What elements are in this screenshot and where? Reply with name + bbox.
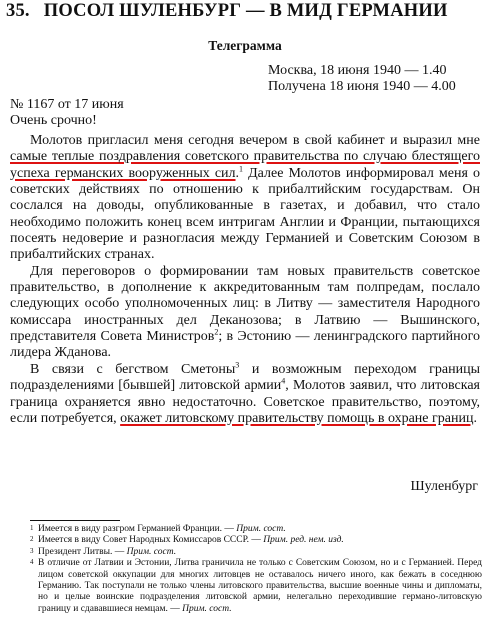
sent-line: Москва, 18 июня 1940 — 1.40 <box>268 63 447 78</box>
footnote-text <box>38 524 482 535</box>
footnote-body: Президент Литвы. — <box>38 546 127 557</box>
footnote-ref: 1 <box>239 164 244 174</box>
text-span: ; в Эстонию — ленинградского партийного лидера Жданова. <box>10 329 480 361</box>
dispatch-info <box>268 63 456 95</box>
paragraph <box>10 264 480 362</box>
document-type: Телеграмма <box>208 38 282 53</box>
text-span: . <box>473 410 477 426</box>
urgency-note: Очень срочно! <box>10 113 97 128</box>
document-heading <box>6 1 486 22</box>
received-line: Получена 18 июня 1940 — 4.00 <box>268 79 456 94</box>
footnotes <box>30 524 482 615</box>
footnote-mark: 1 <box>30 524 34 532</box>
document-number: 35. <box>6 1 30 21</box>
footnote-mark: 3 <box>30 546 34 555</box>
footnote-divider <box>30 520 120 521</box>
footnote-attribution: Прим. сост. <box>236 524 286 534</box>
text-span: , Молотов заявил, что литовская граница охраняется явно недостаточно. Советское правительство, поэтому, если потребуется, <box>10 378 480 426</box>
telegram-body <box>10 133 480 427</box>
underlined-passage: окажет литовскому правительству помощь в охране границ <box>120 410 474 426</box>
footnote-body: В отличие от Латвии и Эстонии, Литва граничила не только с Советским Союзом, но и с Германией. Перед лицом советской оккупации для многих литовцев не оставалось ничего иного, как бежать в соседнюю Германию. Так поступали не только члены литовского правительства, высшие военные чины и дипломаты, но и целые воинские подразделения литовской армии, нелегально переходившие германо-литовскую границу и сдававшиеся немцам. — <box>38 558 482 614</box>
reference-number: № 1167 от 17 июня <box>10 97 124 112</box>
footnote-ref: 3 <box>235 360 240 370</box>
text-span: . <box>235 165 240 181</box>
footnote-attribution: Прим. ред. нем. изд. <box>263 535 344 546</box>
footnote-text <box>38 535 482 546</box>
footnote <box>30 524 482 535</box>
footnote-body: Имеется в виду разгром Германией Франции. — <box>38 524 237 534</box>
footnote-text <box>38 547 482 558</box>
footnote-attribution: Прим. сост. <box>182 603 232 614</box>
document-title: ПОСОЛ ШУЛЕНБУРГ — В МИД ГЕРМАНИИ <box>43 1 448 21</box>
signature: Шуленбург <box>410 479 478 494</box>
footnote-ref: 4 <box>281 376 286 386</box>
footnote-mark: 2 <box>30 535 34 544</box>
paragraph <box>10 362 480 427</box>
footnote <box>30 547 482 558</box>
underlined-passage: самые теплые поздравления советского правительства по случаю блестящего успеха германских вооруженных сил <box>10 149 480 181</box>
paragraph <box>10 133 480 264</box>
text-span: Далее Молотов информировал меня о советских действиях по отношению к прибалтийским государствам. Он сослался на доводы, опубликованные в газетах, и добавил, что стало необходимо положить конец всем интригам Англии и Франции, пытающихся посеять недоверие и разногласия между Германией и Советским Союзом в прибалтийских странах. <box>10 165 480 263</box>
footnote-ref: 2 <box>214 327 219 337</box>
footnote-body: Имеется в виду Совет Народных Комиссаров СССР. — <box>38 535 264 546</box>
text-span: В связи с бегством Сметоны <box>30 361 236 377</box>
footnote <box>30 535 482 546</box>
footnote-text <box>38 558 482 615</box>
text-span: Для переговоров о формировании там новых правительств советское правительство, в дополнение к аккредитованным там полпредам, послало следующих особо уполномоченных лиц: в Литву — заместителя Народного комиссара иностранных дел Деканозова; в Латвию — Вышинского, представителя Совета Министров <box>10 263 480 345</box>
telegram-meta <box>10 97 124 129</box>
footnote-mark: 4 <box>30 558 34 567</box>
footnote <box>30 558 482 615</box>
text-span: и возможным переходом границы подразделениями [бывшей] литовской армии <box>10 361 480 394</box>
text-span: Молотов пригласил меня сегодня вечером в свой кабинет и выразил мне <box>30 133 480 148</box>
footnote-attribution: Прим. сост. <box>126 546 177 557</box>
